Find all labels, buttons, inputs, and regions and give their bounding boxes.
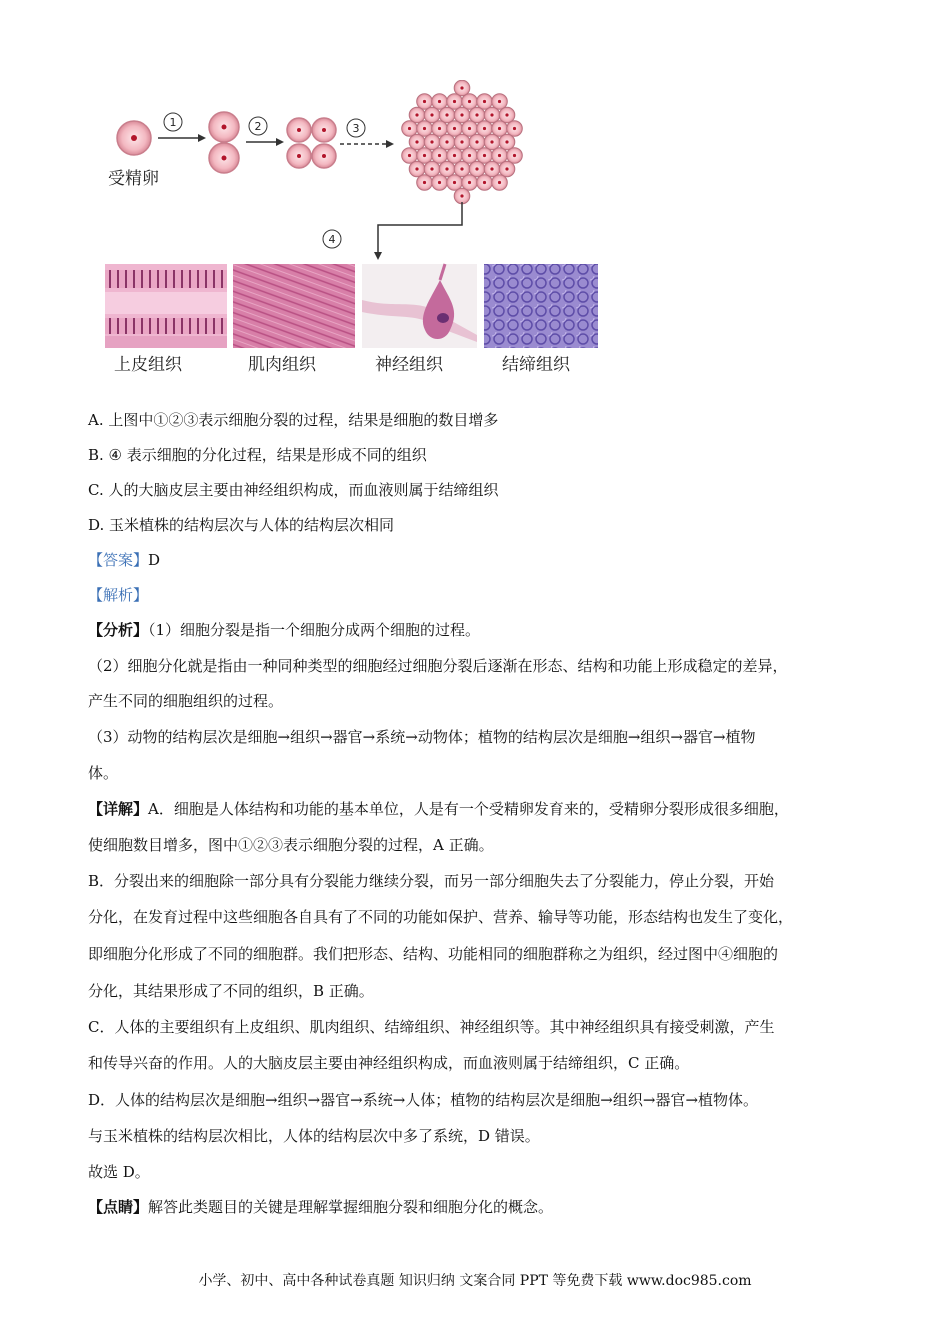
answer-value: D (148, 551, 161, 569)
svg-text:1: 1 (169, 116, 177, 129)
two-cell-stage-icon (209, 112, 239, 173)
dianjing-tag: 【点睛】 (88, 1198, 149, 1216)
fenxi-tag: 【分析】 (88, 621, 149, 639)
epithelial-tissue-image (105, 264, 227, 348)
muscle-tissue-image (233, 264, 355, 348)
fenxi-line-1 (88, 620, 480, 640)
connective-tissue-image (484, 264, 598, 348)
detail-line-10: 与玉米植株的结构层次相比，人体的结构层次中多了系统，D 错误。 (88, 1127, 540, 1145)
analysis-tag: 【解析】 (88, 586, 149, 604)
detail-line-2: 使细胞数目增多，图中①②③表示细胞分裂的过程，A 正确。 (88, 836, 494, 854)
fenxi-line-2: （2）细胞分化就是指由一种同种类型的细胞经过细胞分裂后逐渐在形态、结构和功能上形成稳定的差异， (88, 657, 788, 675)
cell-division-figure (100, 80, 620, 380)
detail-line-11: 故选 D。 (88, 1163, 150, 1181)
answer-line (88, 550, 160, 570)
option-b: B. ④ 表示细胞的分化过程，结果是形成不同的组织 (88, 446, 427, 464)
detail-line-5: 即细胞分化形成了不同的细胞群。我们把形态、结构、功能相同的细胞群称之为组织，经过图中④细胞的 (88, 945, 779, 963)
svg-text:4: 4 (328, 233, 336, 246)
svg-text:3: 3 (352, 122, 360, 135)
detail-line-6: 分化，其结果形成了不同的组织，B 正确。 (88, 982, 374, 1000)
fertilized-egg-icon (117, 121, 151, 155)
fenxi-line-5: 体。 (88, 764, 119, 782)
dianjing-text: 解答此类题目的关键是理解掌握细胞分裂和细胞分化的概念。 (148, 1198, 554, 1216)
fenxi-text-1: （1）细胞分裂是指一个细胞分成两个细胞的过程。 (148, 621, 481, 639)
tissue-label-connective: 结缔组织 (502, 355, 570, 375)
cell-cluster-icon (402, 80, 523, 204)
detail-line-3: B．分裂出来的细胞除一部分具有分裂能力继续分裂，而另一部分细胞失去了分裂能力，停止分裂，开始 (88, 872, 775, 890)
option-a: A. 上图中①②③表示细胞分裂的过程，结果是细胞的数目增多 (88, 411, 499, 429)
answer-tag: 【答案】 (88, 551, 149, 569)
fenxi-line-4: （3）动物的结构层次是细胞→组织→器官→系统→动物体；植物的结构层次是细胞→组织→器官→植物 (88, 728, 756, 746)
detail-line-4: 分化，在发育过程中这些细胞各自具有了不同的功能如保护、营养、输导等功能，形态结构也发生了变化， (88, 908, 794, 926)
detail-tag: 【详解】 (88, 800, 149, 818)
fertilized-egg-label: 受精卵 (108, 169, 159, 189)
svg-text:2: 2 (254, 120, 262, 133)
option-c: C. 人的大脑皮层主要由神经组织构成，而血液则属于结缔组织 (88, 481, 499, 499)
fenxi-line-3: 产生不同的细胞组织的过程。 (88, 692, 284, 710)
detail-line-7: C．人体的主要组织有上皮组织、肌肉组织、结缔组织、神经组织等。其中神经组织具有接受刺激，产生 (88, 1018, 775, 1036)
tissue-label-nerve: 神经组织 (375, 355, 443, 375)
detail-line-1 (88, 799, 789, 819)
tissue-label-epithelial: 上皮组织 (114, 355, 182, 375)
dianjing-line (88, 1197, 553, 1217)
footer-text: 小学、初中、高中各种试卷真题 知识归纳 文案合同 PPT 等免费下载 www.doc985.com (198, 1273, 752, 1289)
nerve-tissue-image (362, 264, 477, 348)
detail-line-9: D．人体的结构层次是细胞→组织→器官→系统→人体；植物的结构层次是细胞→组织→器官→植物体。 (88, 1091, 759, 1109)
four-cell-stage-icon (287, 118, 336, 168)
detail-text-1: A．细胞是人体结构和功能的基本单位，人是有一个受精卵发育来的，受精卵分裂形成很多细胞， (148, 800, 789, 818)
tissue-label-muscle: 肌肉组织 (248, 355, 316, 375)
option-d: D. 玉米植株的结构层次与人体的结构层次相同 (88, 516, 395, 534)
detail-line-8: 和传导兴奋的作用。人的大脑皮层主要由神经组织构成，而血液则属于结缔组织，C 正确。 (88, 1054, 690, 1072)
